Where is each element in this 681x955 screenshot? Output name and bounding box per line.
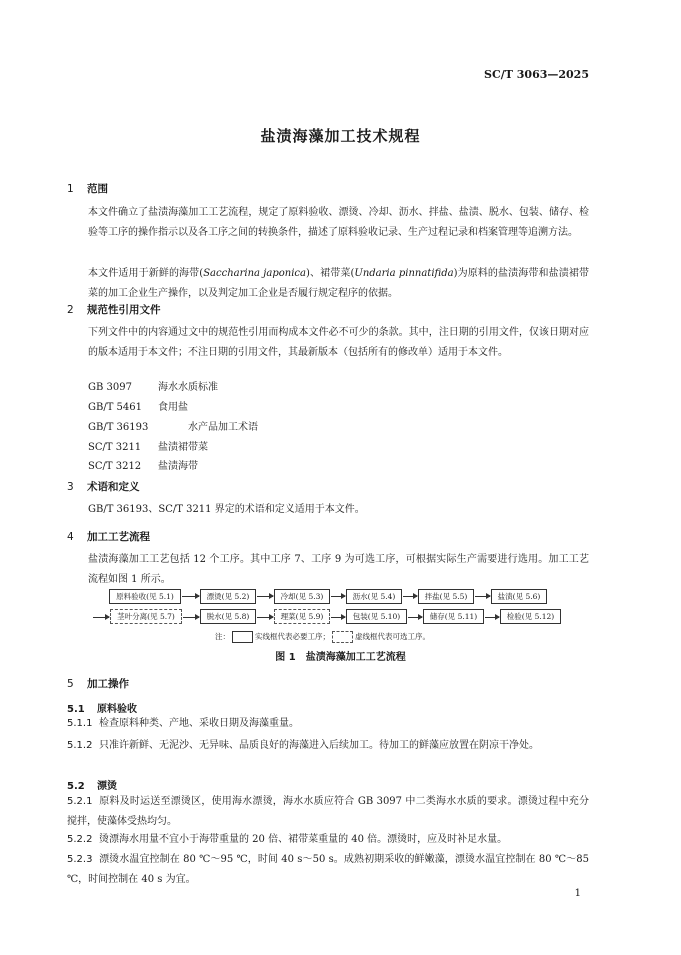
flow-arrow bbox=[485, 617, 499, 618]
section-title: 规范性引用文件 bbox=[87, 304, 161, 316]
document-code: SC/T 3063—2025 bbox=[484, 68, 589, 81]
section-number: 2 bbox=[67, 304, 74, 316]
section-1-paragraph-1: 本文件确立了盐渍海藻加工工艺流程，规定了原料验收、漂烫、冷却、沥水、拌盐、盐渍、脱水、包装、储存、检验等工序的操作指示以及各工序之间的转换条件，描述了原料验收记录、生产过程记录和档案管理等追溯方法。 bbox=[88, 207, 589, 239]
figure-caption: 图 1 盐渍海藻加工工艺流程 bbox=[275, 652, 406, 663]
flow-arrow bbox=[257, 596, 273, 597]
section-number: 5 bbox=[67, 678, 74, 690]
flow-step-packaging: 包装(见 5.10) bbox=[346, 609, 407, 624]
section-2-paragraph-1: 下列文件中的内容通过文中的规范性引用而构成本文件必不可少的条款。其中，注日期的引用文件，仅该日期对应的版本适用于本文件；不注日期的引用文件，其最新版本（包括所有的修改单）适用于本文件。 bbox=[88, 327, 589, 359]
clause-5-1-2: 5.1.2 只准许新鲜、无泥沙、无异味、品质良好的海藻进入后续加工。待加工的鲜藻应放置在阴凉干净处。 bbox=[67, 740, 539, 751]
flow-step-salting: 盐渍(见 5.6) bbox=[491, 589, 547, 604]
reference-item: SC/T 3211 盐渍裙带菜 bbox=[88, 442, 208, 453]
latin-name-undaria: Undaria pinnatifida bbox=[354, 268, 454, 279]
subsection-5-1-heading: 5.1 原料验收 bbox=[67, 704, 137, 715]
clause-5-2-3: 5.2.3 漂烫水温宜控制在 80 ℃～95 ℃，时间 40 s～50 s。成熟初期采收的鲜嫩藻，漂烫水温宜控制在 80 ℃～85 ℃，时间控制在 40 s 为宜。 bbox=[67, 854, 589, 886]
section-3-paragraph-1: GB/T 36193、SC/T 3211 界定的术语和定义适用于本文件。 bbox=[88, 504, 365, 515]
flow-step-sorting: 理菜(见 5.9) bbox=[274, 609, 330, 624]
flow-arrow bbox=[93, 617, 109, 618]
flow-arrow bbox=[408, 617, 422, 618]
section-title: 范围 bbox=[87, 183, 108, 195]
dashed-box-legend bbox=[332, 631, 353, 643]
flow-arrow bbox=[257, 617, 273, 618]
clause-5-2-2: 5.2.2 烫漂海水用量不宜小于海带重量的 20 倍、裙带菜重量的 40 倍。漂烫时，应及时补足水量。 bbox=[67, 834, 508, 845]
section-title: 加工工艺流程 bbox=[87, 531, 150, 543]
flow-step-storage: 储存(见 5.11) bbox=[423, 609, 484, 624]
flow-step-blanching: 漂烫(见 5.2) bbox=[200, 589, 256, 604]
page-number: 1 bbox=[574, 888, 581, 899]
flow-step-draining: 沥水(见 5.4) bbox=[346, 589, 402, 604]
section-number: 4 bbox=[67, 531, 74, 543]
flow-step-stem-leaf-separation: 茎叶分离(见 5.7) bbox=[110, 609, 182, 624]
reference-item: GB 3097 海水水质标准 bbox=[88, 382, 218, 393]
clause-5-2-1: 5.2.1 原料及时运送至漂烫区，使用海水漂烫，海水水质应符合 GB 3097 中二类海水水质的要求。漂烫过程中充分搅拌，使藻体受热均匀。 bbox=[67, 796, 589, 828]
flow-arrow bbox=[183, 617, 199, 618]
figure-note: 注： 实线框代表必要工序； 虚线框代表可选工序。 bbox=[215, 632, 430, 641]
flow-step-inspection: 检验(见 5.12) bbox=[500, 609, 561, 624]
section-4-paragraph-1: 盐渍海藻加工工艺包括 12 个工序。其中工序 7、工序 9 为可选工序，可根据实际生产需要进行选用。加工工艺流程如图 1 所示。 bbox=[88, 554, 589, 586]
section-number: 3 bbox=[67, 481, 74, 493]
flow-arrow bbox=[331, 617, 345, 618]
flow-step-dehydration: 脱水(见 5.8) bbox=[200, 609, 256, 624]
latin-name-saccharina: Saccharina japonica bbox=[203, 268, 306, 279]
reference-item: GB/T 5461 食用盐 bbox=[88, 402, 188, 413]
solid-box-legend bbox=[232, 631, 253, 643]
section-3-heading bbox=[67, 479, 140, 494]
flow-arrow bbox=[475, 596, 490, 597]
reference-item: GB/T 36193 水产品加工术语 bbox=[88, 422, 258, 433]
flow-arrow bbox=[182, 596, 199, 597]
section-4-heading bbox=[67, 529, 150, 544]
flow-arrow bbox=[331, 596, 345, 597]
flow-arrow bbox=[403, 596, 417, 597]
section-2-heading bbox=[67, 302, 161, 317]
flow-step-raw-material-acceptance: 原料验收(见 5.1) bbox=[109, 589, 181, 604]
flow-step-cooling: 冷却(见 5.3) bbox=[274, 589, 330, 604]
clause-5-1-1: 5.1.1 检查原料种类、产地、采收日期及海藻重量。 bbox=[67, 718, 299, 729]
section-number: 1 bbox=[67, 183, 74, 195]
section-title: 加工操作 bbox=[87, 678, 129, 690]
section-5-heading bbox=[67, 676, 129, 691]
reference-item: SC/T 3212 盐渍海带 bbox=[88, 461, 198, 472]
section-1-heading bbox=[67, 181, 108, 196]
flow-step-salt-mixing: 拌盐(见 5.5) bbox=[418, 589, 474, 604]
document-title: 盐渍海藻加工技术规程 bbox=[260, 127, 421, 145]
section-title: 术语和定义 bbox=[87, 481, 140, 493]
section-1-paragraph-2: 本文件适用于新鲜的海带(Saccharina japonica)、裙带菜(Undaria pinnatifida)为原料的盐渍海带和盐渍裙带菜的加工企业生产操作，以及判定加工企业是否履行规定程序的依据。 bbox=[88, 268, 589, 300]
subsection-5-2-heading: 5.2 漂烫 bbox=[67, 781, 117, 792]
